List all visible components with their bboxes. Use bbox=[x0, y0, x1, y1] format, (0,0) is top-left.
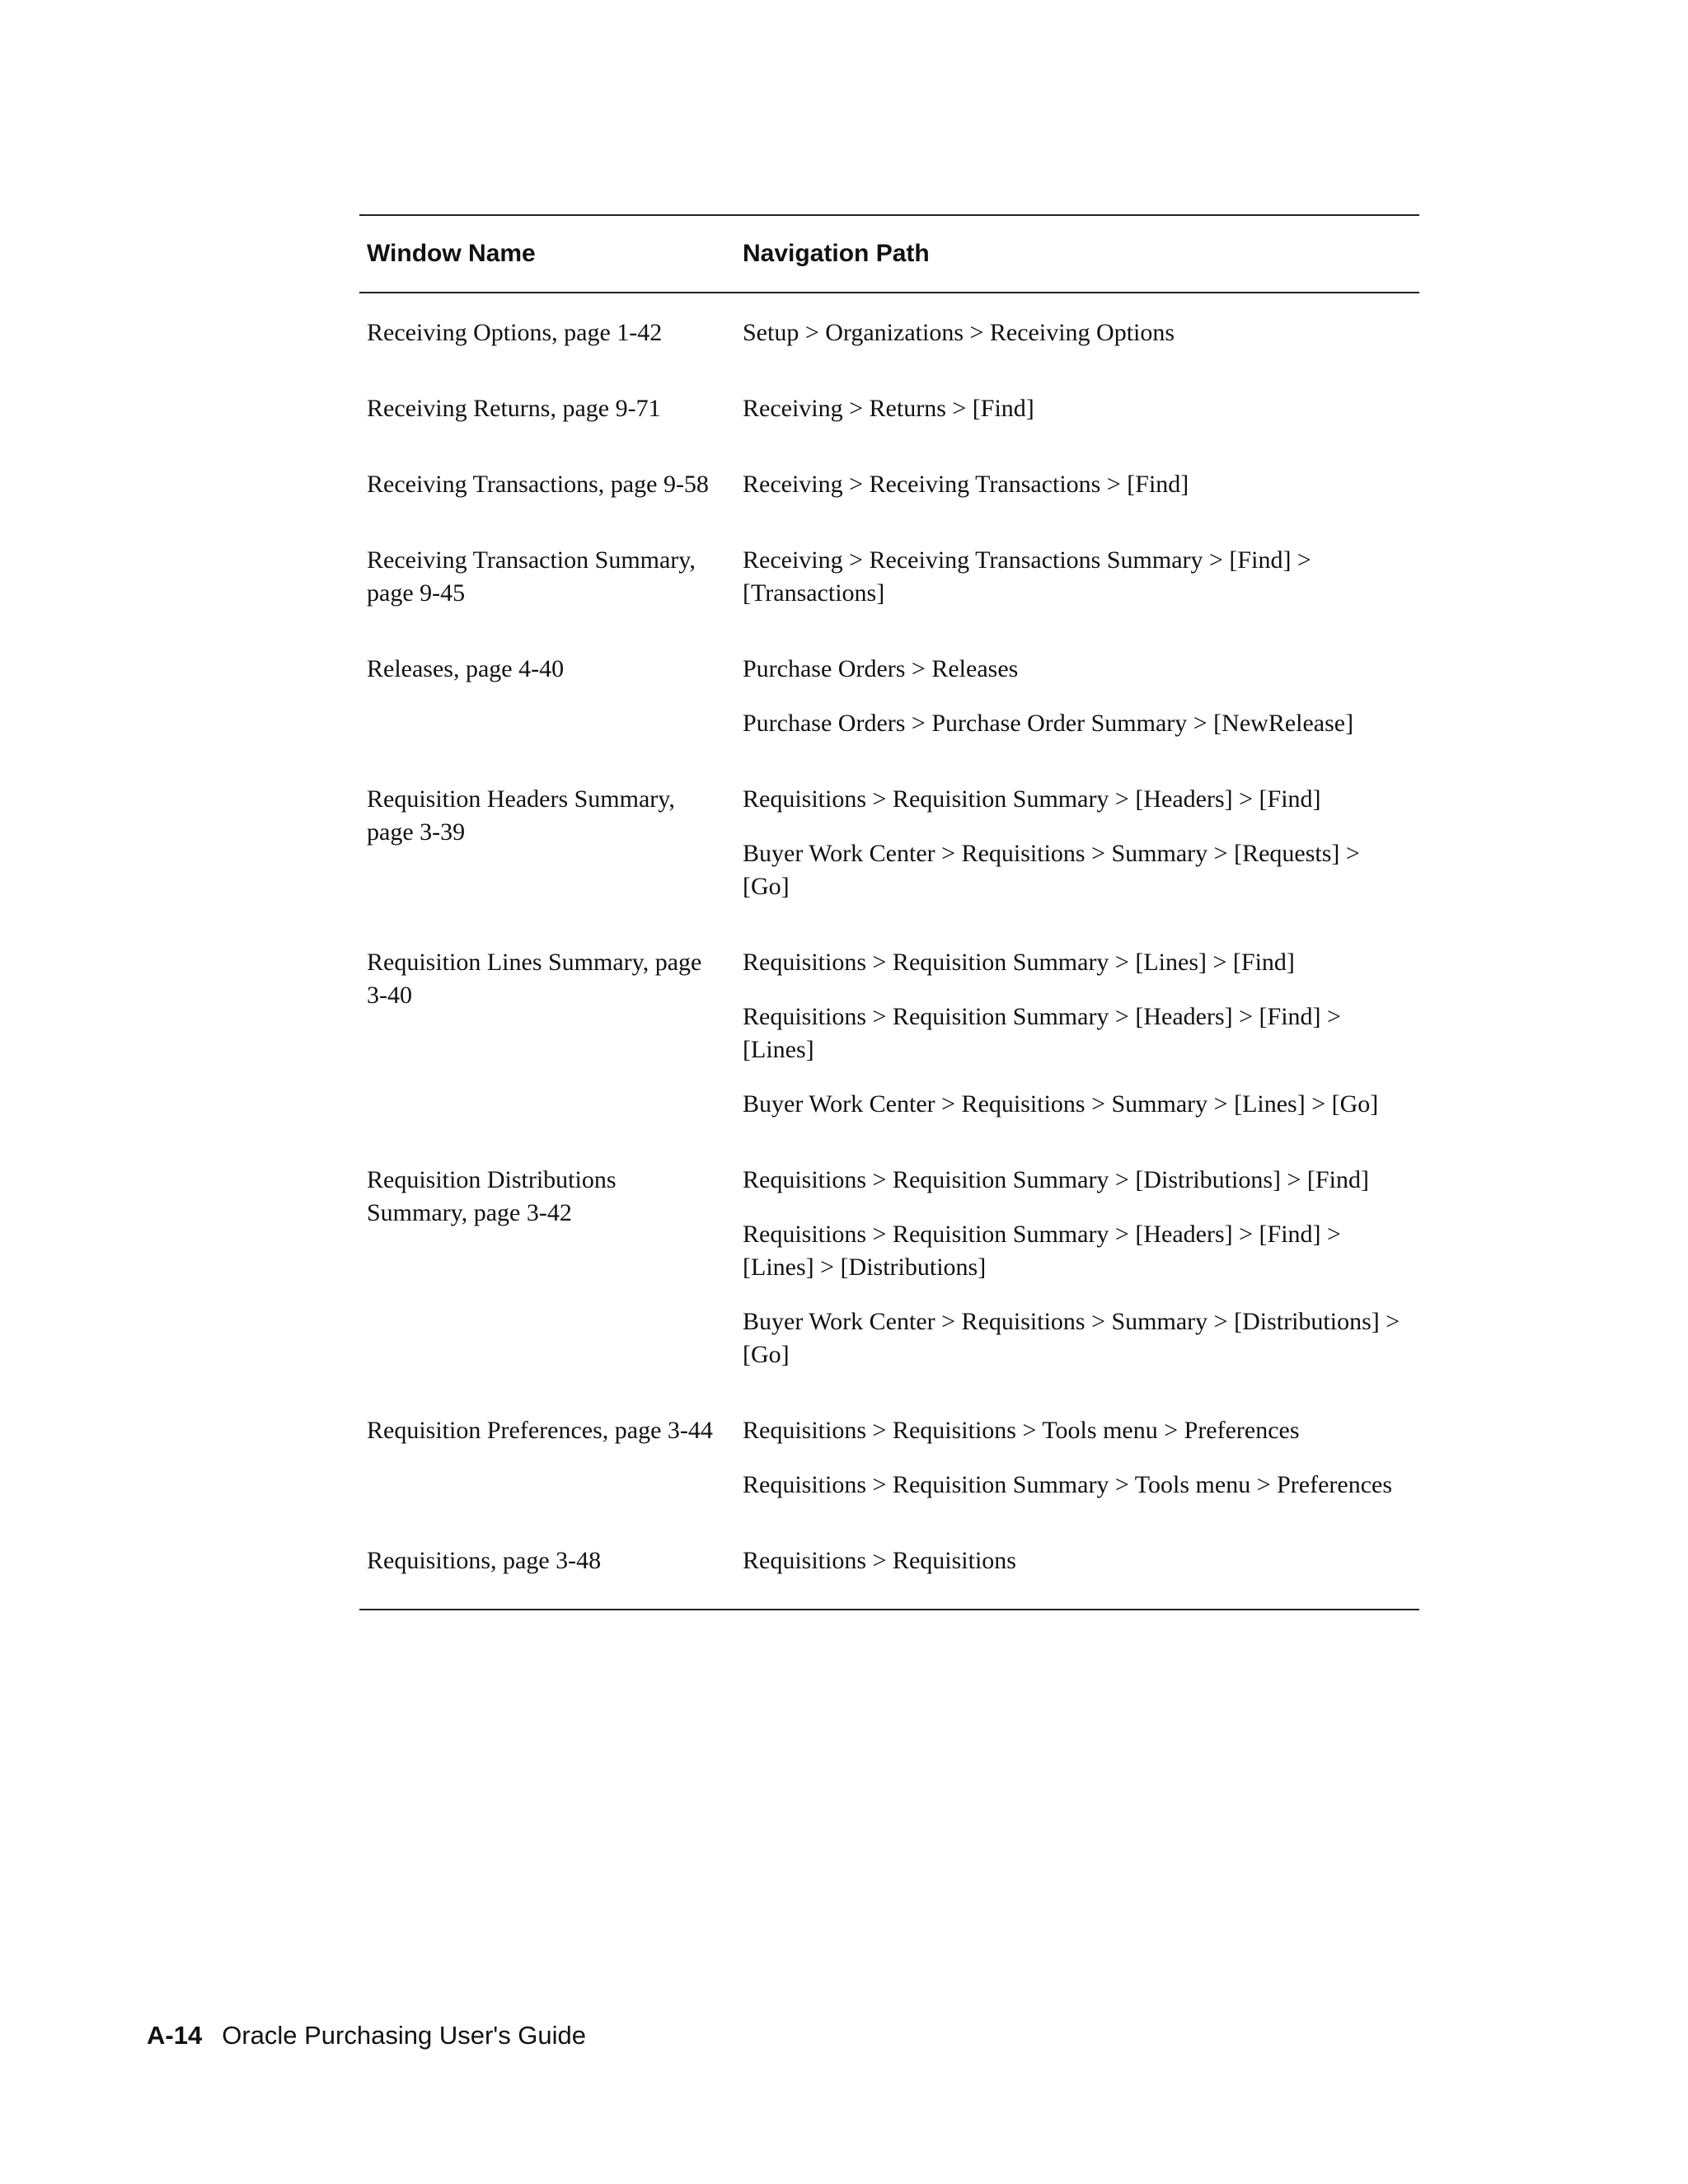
window-name-cell: Releases, page 4-40 bbox=[367, 655, 565, 682]
navigation-path: Receiving > Receiving Transactions > [Find] bbox=[743, 471, 1189, 498]
navigation-path: Setup > Organizations > Receiving Options bbox=[743, 319, 1175, 346]
navigation-path-cell bbox=[735, 1544, 1419, 1577]
navigation-path: Requisitions > Requisition Summary > [Distributions] > [Find] bbox=[743, 1166, 1369, 1193]
navigation-path-cell bbox=[735, 653, 1419, 740]
window-name-cell: Requisition Distributions Summary, page 3-42 bbox=[367, 1166, 617, 1226]
header-navigation-path: Navigation Path bbox=[743, 240, 930, 267]
navigation-path-cell bbox=[735, 783, 1419, 903]
window-name-cell: Receiving Transactions, page 9-58 bbox=[367, 471, 709, 498]
navigation-path: Requisitions > Requisition Summary > [Headers] > [Find] > [Lines] > [Distributions] bbox=[743, 1221, 1341, 1281]
table-row bbox=[359, 468, 1419, 501]
navigation-path: Requisitions > Requisition Summary > Tools menu > Preferences bbox=[743, 1471, 1393, 1498]
window-name-cell: Requisitions, page 3-48 bbox=[367, 1547, 602, 1574]
navigation-path: Purchase Orders > Purchase Order Summary > [NewRelease] bbox=[743, 710, 1354, 737]
table-row bbox=[359, 392, 1419, 425]
table-row bbox=[359, 544, 1419, 610]
page-footer bbox=[147, 2021, 586, 2050]
navigation-table bbox=[359, 214, 1419, 1610]
window-name-cell: Requisition Lines Summary, page 3-40 bbox=[367, 949, 702, 1009]
navigation-path: Receiving > Returns > [Find] bbox=[743, 395, 1034, 422]
table-row bbox=[359, 783, 1419, 903]
table-row bbox=[359, 1414, 1419, 1502]
table-row bbox=[359, 1544, 1419, 1577]
page-number: A-14 bbox=[147, 2021, 203, 2050]
navigation-path: Buyer Work Center > Requisitions > Summary > [Distributions] > [Go] bbox=[743, 1308, 1400, 1368]
window-name-cell: Requisition Headers Summary, page 3-39 bbox=[367, 785, 675, 846]
window-name-cell: Receiving Options, page 1-42 bbox=[367, 319, 663, 346]
header-window-name: Window Name bbox=[367, 240, 536, 267]
navigation-path-cell bbox=[735, 1414, 1419, 1502]
navigation-path-cell bbox=[735, 1164, 1419, 1371]
table-row bbox=[359, 946, 1419, 1121]
table-header bbox=[359, 216, 1419, 293]
navigation-path: Requisitions > Requisitions bbox=[743, 1547, 1016, 1574]
table-body bbox=[359, 293, 1419, 1609]
book-title: Oracle Purchasing User's Guide bbox=[222, 2021, 587, 2050]
table-row bbox=[359, 653, 1419, 740]
navigation-path: Requisitions > Requisitions > Tools menu > Preferences bbox=[743, 1417, 1300, 1444]
navigation-path-cell bbox=[735, 544, 1419, 610]
navigation-path-cell bbox=[735, 316, 1419, 349]
navigation-path: Purchase Orders > Releases bbox=[743, 655, 1019, 682]
navigation-path: Requisitions > Requisition Summary > [Headers] > [Find] bbox=[743, 785, 1321, 813]
table-row bbox=[359, 1164, 1419, 1371]
navigation-path: Requisitions > Requisition Summary > [Lines] > [Find] bbox=[743, 949, 1295, 976]
window-name-cell: Receiving Transaction Summary, page 9-45 bbox=[367, 546, 696, 607]
navigation-path-cell bbox=[735, 468, 1419, 501]
navigation-path: Receiving > Receiving Transactions Summary > [Find] > [Transactions] bbox=[743, 546, 1311, 607]
navigation-path-cell bbox=[735, 946, 1419, 1121]
navigation-path: Buyer Work Center > Requisitions > Summary > [Lines] > [Go] bbox=[743, 1090, 1379, 1118]
window-name-cell: Receiving Returns, page 9-71 bbox=[367, 395, 661, 422]
window-name-cell: Requisition Preferences, page 3-44 bbox=[367, 1417, 713, 1444]
navigation-path-cell bbox=[735, 392, 1419, 425]
table-row bbox=[359, 316, 1419, 349]
navigation-path: Requisitions > Requisition Summary > [Headers] > [Find] > [Lines] bbox=[743, 1003, 1341, 1063]
navigation-path: Buyer Work Center > Requisitions > Summary > [Requests] > [Go] bbox=[743, 840, 1360, 900]
